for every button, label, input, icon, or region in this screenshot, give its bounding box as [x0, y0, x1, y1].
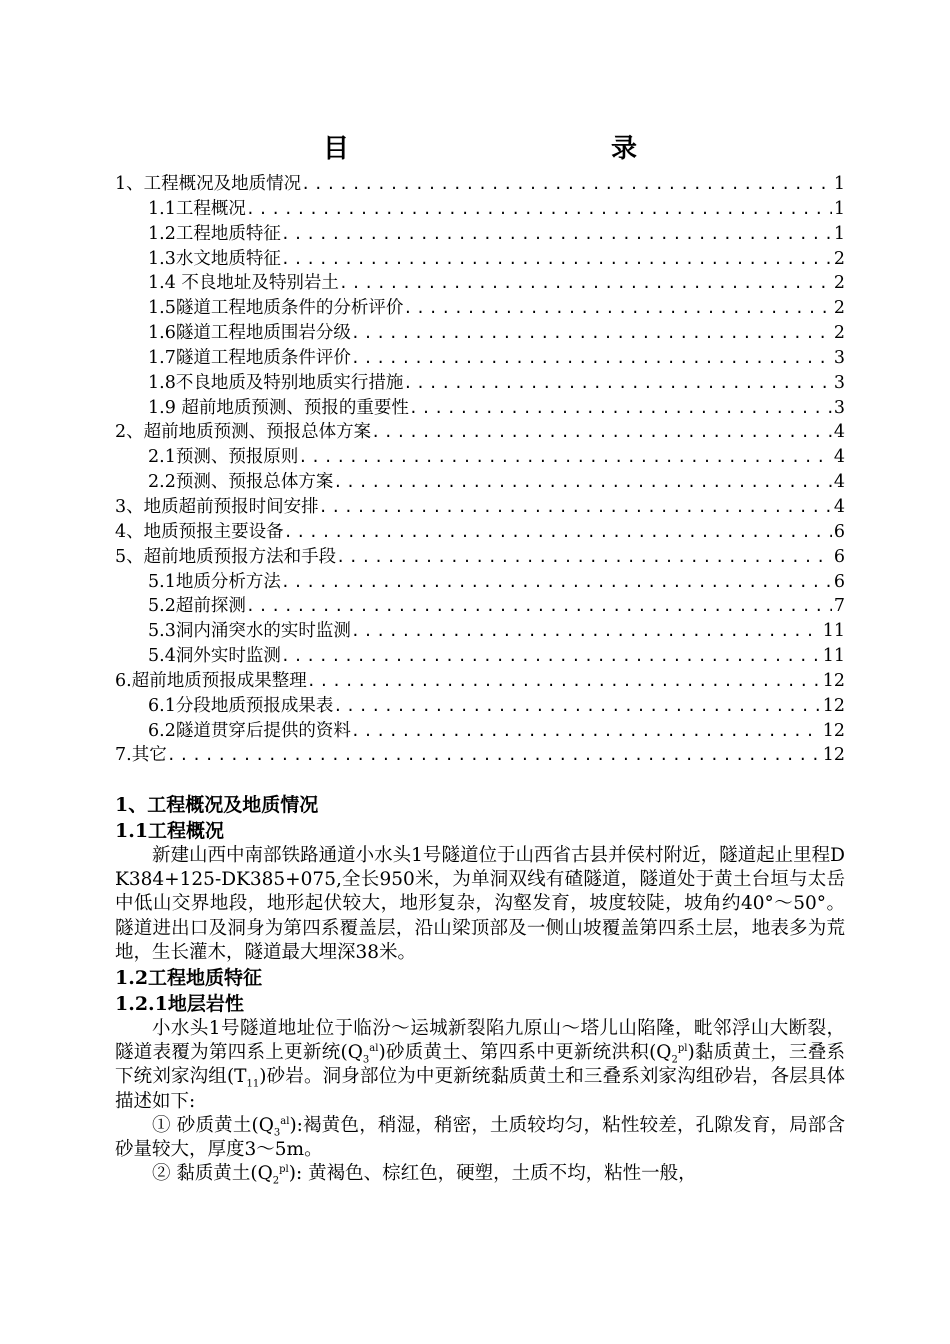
toc-entry-label: 5.3洞内涌突水的实时监测 — [148, 621, 351, 642]
text-run: ):褐黄色，稍湿，稍密，土质较均匀，粘性较差，孔隙发育，局部含砂量较大，厚度3～5m。 — [115, 1114, 846, 1161]
toc-entry-label: 1.3水文地质特征 — [148, 248, 281, 269]
superscript: al — [280, 1115, 290, 1127]
toc-entry-page: 3 — [833, 397, 845, 418]
toc-leader-dots — [371, 420, 832, 445]
toc-entry-page: 2 — [833, 273, 845, 294]
toc-entry-label: 3、地质超前预报时间安排 — [115, 496, 319, 517]
toc-leader-dots — [281, 570, 832, 595]
text-run: )砂质黄土、第四系中更新统洪积(Q — [378, 1042, 672, 1064]
paragraph — [115, 1017, 845, 1114]
toc-leader-dots — [409, 396, 832, 421]
toc-entry-page: 12 — [822, 745, 845, 766]
toc-entry-page: 4 — [833, 472, 845, 493]
toc-entry-page: 1 — [833, 174, 845, 194]
toc-entry[interactable] — [115, 346, 845, 371]
toc-entry-label: 6.超前地质预报成果整理 — [115, 670, 307, 691]
toc-entry-label: 5.1地质分析方法 — [148, 571, 281, 592]
toc-leader-dots — [281, 222, 832, 247]
toc-leader-dots — [284, 520, 832, 545]
toc-entry-page: 11 — [822, 621, 845, 642]
toc-leader-dots — [333, 470, 832, 495]
toc-entry-label: 7.其它 — [115, 745, 167, 766]
toc-entry-page: 2 — [833, 323, 845, 344]
toc-leader-dots — [403, 296, 832, 321]
toc-entry-page: 6 — [833, 571, 845, 592]
toc-entry-page: 2 — [833, 248, 845, 269]
toc-entry-page: 4 — [833, 447, 845, 468]
toc-entry-label: 1.5隧道工程地质条件的分析评价 — [148, 298, 404, 319]
toc-entry-page: 11 — [822, 646, 845, 667]
toc-leader-dots — [351, 719, 821, 744]
subsection-heading: 1.2工程地质特征 — [115, 967, 263, 990]
toc-leader-dots — [301, 172, 832, 197]
subscript: 3 — [273, 1127, 281, 1139]
paragraph — [115, 1114, 845, 1162]
toc-leader-dots — [281, 247, 832, 272]
toc-entry-label: 6.2隧道贯穿后提供的资料 — [148, 720, 351, 741]
document-body — [115, 792, 845, 1186]
toc-leader-dots — [281, 644, 821, 669]
toc-entry-page: 1 — [833, 223, 845, 244]
toc-entry[interactable] — [115, 247, 845, 272]
superscript: al — [369, 1043, 379, 1055]
toc-entry-label: 2、超前地质预测、预报总体方案 — [115, 422, 372, 443]
toc-entry-label: 1.9 超前地质预测、预报的重要性 — [148, 397, 409, 418]
text-run: )黏质黄土，三叠系下统刘家沟组(T — [115, 1042, 845, 1088]
toc-entry[interactable] — [115, 222, 845, 247]
table-of-contents — [115, 172, 845, 768]
toc-entry-page: 12 — [822, 720, 845, 741]
toc-entry[interactable] — [115, 495, 845, 520]
text-run: ① 砂质黄土(Q — [152, 1114, 274, 1136]
toc-title: 目 录 — [322, 134, 707, 164]
toc-entry-label: 1.7隧道工程地质条件评价 — [148, 347, 351, 368]
toc-entry-label: 1.1工程概况 — [148, 198, 246, 219]
toc-entry-label: 1.8不良地质及特别地质实行措施 — [148, 372, 404, 393]
toc-entry[interactable] — [115, 594, 845, 619]
toc-entry-page: 3 — [833, 347, 845, 368]
toc-entry[interactable] — [115, 520, 845, 545]
toc-entry[interactable] — [115, 197, 845, 222]
toc-entry-label: 6.1分段地质预报成果表 — [148, 695, 334, 716]
toc-entry[interactable] — [115, 694, 845, 719]
toc-entry-label: 2.2预测、预报总体方案 — [148, 472, 334, 493]
toc-entry-label: 1.2工程地质特征 — [148, 223, 281, 244]
toc-entry[interactable] — [115, 545, 845, 570]
subsection-heading: 1.1工程概况 — [115, 820, 225, 842]
toc-entry-page: 12 — [822, 670, 845, 691]
subsubsection-heading: 1.2.1地层岩性 — [115, 993, 244, 1016]
subscript: 3 — [362, 1054, 370, 1066]
toc-entry-page: 3 — [833, 372, 845, 393]
toc-entry[interactable] — [115, 420, 845, 445]
toc-entry-label: 2.1预测、预报原则 — [148, 447, 299, 468]
toc-entry-label: 5.2超前探测 — [148, 596, 246, 617]
toc-entry-page: 12 — [822, 695, 845, 716]
toc-entry-label: 1、工程概况及地质情况 — [115, 174, 302, 194]
superscript: pl — [279, 1164, 289, 1176]
toc-leader-dots — [403, 371, 832, 396]
toc-leader-dots — [246, 197, 832, 222]
toc-entry-label: 1.6隧道工程地质围岩分级 — [148, 323, 351, 344]
subscript: 11 — [246, 1079, 260, 1091]
toc-entry[interactable] — [115, 445, 845, 470]
toc-leader-dots — [333, 694, 820, 719]
toc-entry-page: 7 — [833, 596, 845, 617]
toc-leader-dots — [336, 545, 832, 570]
toc-entry[interactable] — [115, 743, 845, 768]
toc-leader-dots — [319, 495, 832, 520]
toc-entry[interactable] — [115, 172, 845, 197]
toc-entry-page: 4 — [833, 422, 845, 443]
toc-entry-page: 2 — [833, 298, 845, 319]
toc-entry[interactable] — [115, 271, 845, 296]
toc-entry[interactable] — [115, 570, 845, 595]
toc-entry-label: 1.4 不良地址及特别岩土 — [148, 273, 339, 294]
toc-leader-dots — [351, 346, 832, 371]
toc-entry[interactable] — [115, 296, 845, 321]
toc-entry[interactable] — [115, 396, 845, 421]
superscript: pl — [677, 1043, 688, 1055]
toc-entry-label: 5.4洞外实时监测 — [148, 646, 281, 667]
toc-leader-dots — [307, 669, 821, 694]
toc-leader-dots — [339, 271, 832, 296]
text-run: )砂岩。洞身部位为中更新统黏质黄土和三叠系刘家沟组砂岩，各层具体描述如下: — [115, 1066, 845, 1112]
toc-entry-page: 6 — [833, 521, 845, 542]
toc-entry[interactable] — [115, 619, 845, 644]
toc-leader-dots — [351, 619, 821, 644]
paragraph — [115, 1162, 845, 1186]
toc-entry-label: 5、超前地质预报方法和手段 — [115, 546, 337, 567]
toc-entry-page: 1 — [833, 198, 845, 219]
subscript: 2 — [272, 1175, 280, 1187]
toc-leader-dots — [246, 594, 832, 619]
text-run: ): 黄褐色、棕红色，硬塑，土质不均，粘性一般， — [288, 1163, 697, 1185]
toc-entry-label: 4、地质预报主要设备 — [115, 521, 284, 542]
toc-entry-page: 6 — [833, 546, 845, 567]
text-run: 小水头1号隧道地址位于临汾～运城新裂陷九原山～塔儿山陷隆，毗邻浮山大断裂，隧道表覆为第四系上更新统(Q — [115, 1018, 845, 1064]
toc-entry[interactable] — [115, 644, 845, 669]
subscript: 2 — [671, 1054, 678, 1066]
toc-entry[interactable] — [115, 321, 845, 346]
toc-entry[interactable] — [115, 669, 845, 694]
toc-leader-dots — [298, 445, 832, 470]
paragraph: 新建山西中南部铁路通道小水头1号隧道位于山西省古县并侯村附近，隧道起止里程DK384+125-DK385+075,全长950米，为单洞双线有碴隧道，隧道处于黄土台垣与太岳中低山交界地段，地形起伏较大，地形复杂，沟壑发育，坡度较陡，坡角约40°～50°。隧道进出口及洞身为第四系覆盖层，沿山梁顶部及一侧山坡覆盖第四系土层，地表多为荒地，生长灌木，隧道最大埋深38米。 — [115, 845, 845, 963]
section-heading: 1、工程概况及地质情况 — [115, 794, 319, 816]
toc-entry[interactable] — [115, 470, 845, 495]
toc-entry[interactable] — [115, 719, 845, 744]
toc-leader-dots — [167, 743, 821, 768]
toc-entry[interactable] — [115, 371, 845, 396]
text-run: ② 黏质黄土(Q — [152, 1163, 273, 1185]
toc-entry-page: 4 — [833, 496, 845, 517]
toc-leader-dots — [351, 321, 832, 346]
